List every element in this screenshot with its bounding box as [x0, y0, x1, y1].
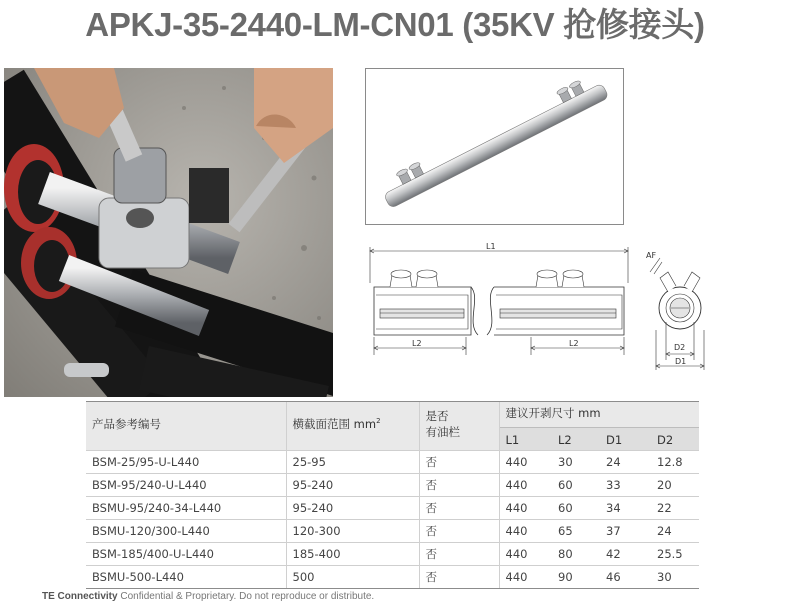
cell-part: BSM-185/400-U-L440: [86, 543, 286, 566]
header-d2: D2: [651, 428, 699, 451]
cell-oil: 否: [419, 566, 499, 589]
cell-part: BSMU-95/240-34-L440: [86, 497, 286, 520]
table-row: [86, 520, 699, 543]
cell-d1: 37: [600, 520, 651, 543]
footer: [42, 591, 374, 602]
cell-l2: 80: [552, 543, 600, 566]
cell-range: 95-240: [286, 474, 419, 497]
cell-d1: 42: [600, 543, 651, 566]
cell-l2: 30: [552, 451, 600, 474]
cell-d2: 30: [651, 566, 699, 589]
header-l2: L2: [552, 428, 600, 451]
table-row: [86, 566, 699, 589]
cell-oil: 否: [419, 474, 499, 497]
cell-oil: 否: [419, 520, 499, 543]
cell-d2: 12.8: [651, 451, 699, 474]
cell-l2: 90: [552, 566, 600, 589]
cell-oil: 否: [419, 497, 499, 520]
dim-l1-label: L1: [486, 243, 496, 251]
header-oil-barrier: 是否 有油栏: [419, 402, 499, 451]
cell-part: BSMU-500-L440: [86, 566, 286, 589]
footer-brand: TE Connectivity: [42, 591, 118, 602]
cell-l2: 65: [552, 520, 600, 543]
cell-oil: 否: [419, 451, 499, 474]
cell-l1: 440: [499, 566, 552, 589]
table-row: [86, 497, 699, 520]
table-row: [86, 543, 699, 566]
cell-l1: 440: [499, 520, 552, 543]
cell-d2: 22: [651, 497, 699, 520]
cell-range: 185-400: [286, 543, 419, 566]
cell-part: BSM-25/95-U-L440: [86, 451, 286, 474]
product-render-frame: [365, 68, 624, 225]
cell-l1: 440: [499, 497, 552, 520]
header-l1: L1: [499, 428, 552, 451]
cell-d1: 46: [600, 566, 651, 589]
cell-range: 25-95: [286, 451, 419, 474]
cell-l1: 440: [499, 451, 552, 474]
cell-l2: 60: [552, 497, 600, 520]
table-row: [86, 474, 699, 497]
cell-part: BSM-95/240-U-L440: [86, 474, 286, 497]
cell-d2: 24: [651, 520, 699, 543]
cell-d2: 20: [651, 474, 699, 497]
header-part-no: 产品参考编号: [86, 402, 286, 451]
spec-table: [86, 401, 699, 589]
table-row: [86, 451, 699, 474]
side-view-drawing: [366, 243, 631, 363]
footer-notice: Confidential & Proprietary. Do not reproduce or distribute.: [117, 591, 375, 602]
cell-range: 95-240: [286, 497, 419, 520]
cell-part: BSMU-120/300-L440: [86, 520, 286, 543]
dim-d1-label: D1: [675, 357, 687, 366]
installation-photo: [4, 68, 333, 397]
cell-d1: 24: [600, 451, 651, 474]
page-title: APKJ-35-2440-LM-CN01 (35KV 抢修接头): [85, 6, 705, 43]
end-view-drawing: [638, 248, 724, 372]
cell-d1: 33: [600, 474, 651, 497]
cell-d2: 25.5: [651, 543, 699, 566]
cell-l1: 440: [499, 474, 552, 497]
cell-l1: 440: [499, 543, 552, 566]
header-strip-dimensions: 建议开剥尺寸 mm: [499, 402, 699, 428]
dim-d2-label: D2: [674, 343, 686, 352]
cell-oil: 否: [419, 543, 499, 566]
header-section-range: 横截面范围 $mm^2$: [286, 402, 419, 451]
cell-range: 500: [286, 566, 419, 589]
cell-l2: 60: [552, 474, 600, 497]
dim-af-label: AF: [646, 251, 657, 260]
cell-range: 120-300: [286, 520, 419, 543]
cell-d1: 34: [600, 497, 651, 520]
dim-l2-left-label: L2: [412, 339, 422, 348]
connector-render: [366, 69, 623, 224]
header-d1: D1: [600, 428, 651, 451]
dim-l2-right-label: L2: [569, 339, 579, 348]
